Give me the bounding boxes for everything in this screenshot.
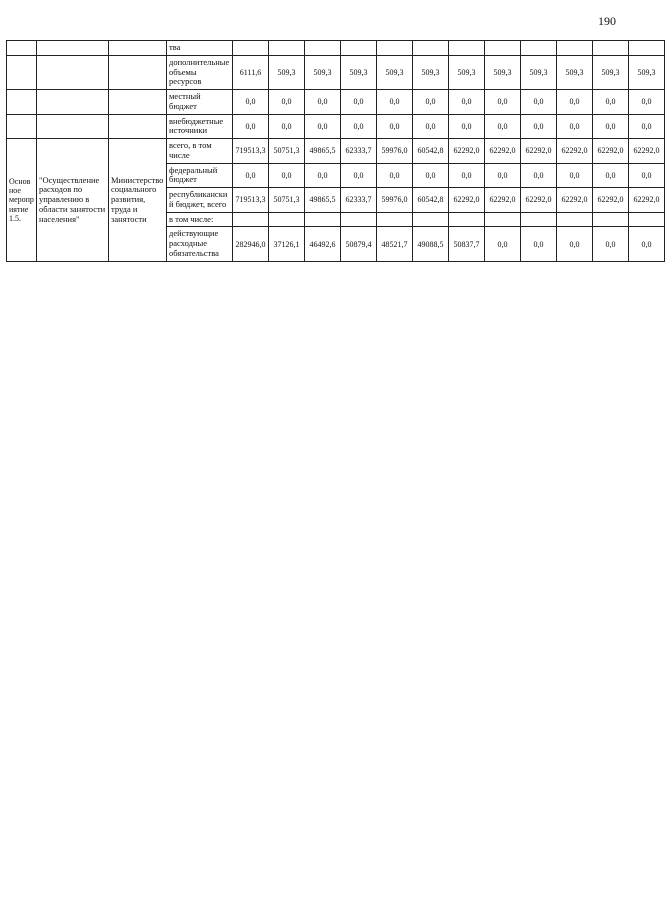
amount-cell: 46492,6 [305,227,341,261]
amount-cell [521,212,557,227]
amount-cell [233,212,269,227]
amount-cell: 62292,0 [485,188,521,213]
funding-source-cell: всего, в том числе [167,139,233,164]
measure-name-cell [37,41,109,56]
page-number: 190 [598,14,616,28]
amount-cell: 0,0 [341,114,377,139]
amount-cell: 60542,8 [413,188,449,213]
amount-cell: 62292,0 [557,139,593,164]
amount-cell [377,41,413,56]
measure-code-cell [7,55,37,89]
amount-cell: 0,0 [521,90,557,115]
executor-cell [109,114,167,139]
amount-cell [413,41,449,56]
amount-cell: 62292,0 [485,139,521,164]
amount-cell: 509,3 [341,55,377,89]
amount-cell: 0,0 [233,163,269,188]
amount-cell: 0,0 [557,227,593,261]
measure-code-cell: Основное мероприятие 1.5. [7,139,37,262]
amount-cell: 0,0 [593,163,629,188]
amount-cell: 509,3 [305,55,341,89]
amount-cell: 62292,0 [629,188,665,213]
amount-cell: 62292,0 [593,188,629,213]
amount-cell: 50837,7 [449,227,485,261]
amount-cell: 0,0 [629,227,665,261]
amount-cell: 49865,5 [305,139,341,164]
amount-cell: 62292,0 [449,188,485,213]
executor-cell [109,90,167,115]
amount-cell: 0,0 [593,90,629,115]
amount-cell [413,212,449,227]
amount-cell: 62292,0 [593,139,629,164]
amount-cell: 0,0 [557,114,593,139]
amount-cell: 0,0 [413,114,449,139]
amount-cell: 0,0 [629,90,665,115]
amount-cell: 509,3 [485,55,521,89]
amount-cell: 62292,0 [629,139,665,164]
amount-cell [485,212,521,227]
amount-cell: 62333,7 [341,188,377,213]
amount-cell: 0,0 [377,90,413,115]
amount-cell: 509,3 [377,55,413,89]
amount-cell: 282946,0 [233,227,269,261]
amount-cell [629,41,665,56]
amount-cell: 0,0 [377,163,413,188]
amount-cell [557,212,593,227]
amount-cell [593,41,629,56]
amount-cell: 0,0 [449,163,485,188]
amount-cell [593,212,629,227]
amount-cell: 37126,1 [269,227,305,261]
measure-code-cell [7,114,37,139]
amount-cell: 509,3 [413,55,449,89]
funding-source-cell: местный бюджет [167,90,233,115]
amount-cell: 59976,0 [377,139,413,164]
funding-source-cell: федеральный бюджет [167,163,233,188]
amount-cell: 50879,4 [341,227,377,261]
amount-cell: 62292,0 [521,139,557,164]
amount-cell [341,41,377,56]
amount-cell [305,41,341,56]
amount-cell: 0,0 [269,163,305,188]
amount-cell: 0,0 [305,163,341,188]
amount-cell: 62292,0 [521,188,557,213]
amount-cell: 0,0 [521,227,557,261]
amount-cell: 48521,7 [377,227,413,261]
executor-cell: Министерство социального развития, труда и занятости [109,139,167,262]
amount-cell: 0,0 [305,114,341,139]
amount-cell [629,212,665,227]
measure-name-cell: "Осуществление расходов по управлению в области занятости населения" [37,139,109,262]
amount-cell: 49088,5 [413,227,449,261]
funding-source-cell: тва [167,41,233,56]
table-body [7,41,665,262]
amount-cell: 62292,0 [557,188,593,213]
amount-cell: 0,0 [629,163,665,188]
amount-cell: 719513,3 [233,188,269,213]
funding-source-cell: в том числе: [167,212,233,227]
amount-cell: 509,3 [449,55,485,89]
amount-cell: 509,3 [557,55,593,89]
amount-cell: 0,0 [269,114,305,139]
amount-cell: 50751,3 [269,139,305,164]
measure-name-cell [37,90,109,115]
amount-cell: 0,0 [521,114,557,139]
amount-cell: 59976,0 [377,188,413,213]
amount-cell [377,212,413,227]
funding-source-cell: внебюджетные источники [167,114,233,139]
amount-cell: 0,0 [521,163,557,188]
amount-cell: 49865,5 [305,188,341,213]
amount-cell: 0,0 [629,114,665,139]
table-row [7,41,665,56]
amount-cell [485,41,521,56]
amount-cell: 0,0 [305,90,341,115]
amount-cell: 0,0 [485,227,521,261]
amount-cell [557,41,593,56]
amount-cell: 0,0 [557,90,593,115]
amount-cell: 50751,3 [269,188,305,213]
amount-cell: 0,0 [377,114,413,139]
amount-cell: 0,0 [593,227,629,261]
amount-cell: 0,0 [449,114,485,139]
amount-cell: 0,0 [485,163,521,188]
amount-cell: 0,0 [449,90,485,115]
amount-cell [269,212,305,227]
amount-cell: 0,0 [341,163,377,188]
amount-cell: 0,0 [233,90,269,115]
amount-cell [305,212,341,227]
amount-cell: 0,0 [413,163,449,188]
measure-code-cell [7,41,37,56]
funding-source-cell: действующие расходные обязательства [167,227,233,261]
measure-name-cell [37,114,109,139]
budget-table-container [6,40,660,262]
amount-cell: 62292,0 [449,139,485,164]
amount-cell: 0,0 [413,90,449,115]
amount-cell: 0,0 [485,90,521,115]
amount-cell: 0,0 [557,163,593,188]
table-row [7,114,665,139]
amount-cell: 509,3 [269,55,305,89]
table-row [7,139,665,164]
amount-cell: 0,0 [233,114,269,139]
amount-cell: 0,0 [269,90,305,115]
measure-code-cell [7,90,37,115]
amount-cell: 0,0 [485,114,521,139]
amount-cell: 62333,7 [341,139,377,164]
amount-cell [521,41,557,56]
amount-cell: 60542,8 [413,139,449,164]
amount-cell: 719513,3 [233,139,269,164]
funding-source-cell: республиканский бюджет, всего [167,188,233,213]
amount-cell [341,212,377,227]
amount-cell: 509,3 [521,55,557,89]
amount-cell: 509,3 [629,55,665,89]
amount-cell: 0,0 [593,114,629,139]
budget-table [6,40,665,262]
executor-cell [109,41,167,56]
amount-cell [449,41,485,56]
amount-cell: 0,0 [341,90,377,115]
measure-name-cell [37,55,109,89]
table-row [7,55,665,89]
amount-cell [233,41,269,56]
amount-cell [449,212,485,227]
amount-cell: 509,3 [593,55,629,89]
executor-cell [109,55,167,89]
amount-cell: 6111,6 [233,55,269,89]
funding-source-cell: дополнительные объемы ресурсов [167,55,233,89]
amount-cell [269,41,305,56]
table-row [7,90,665,115]
